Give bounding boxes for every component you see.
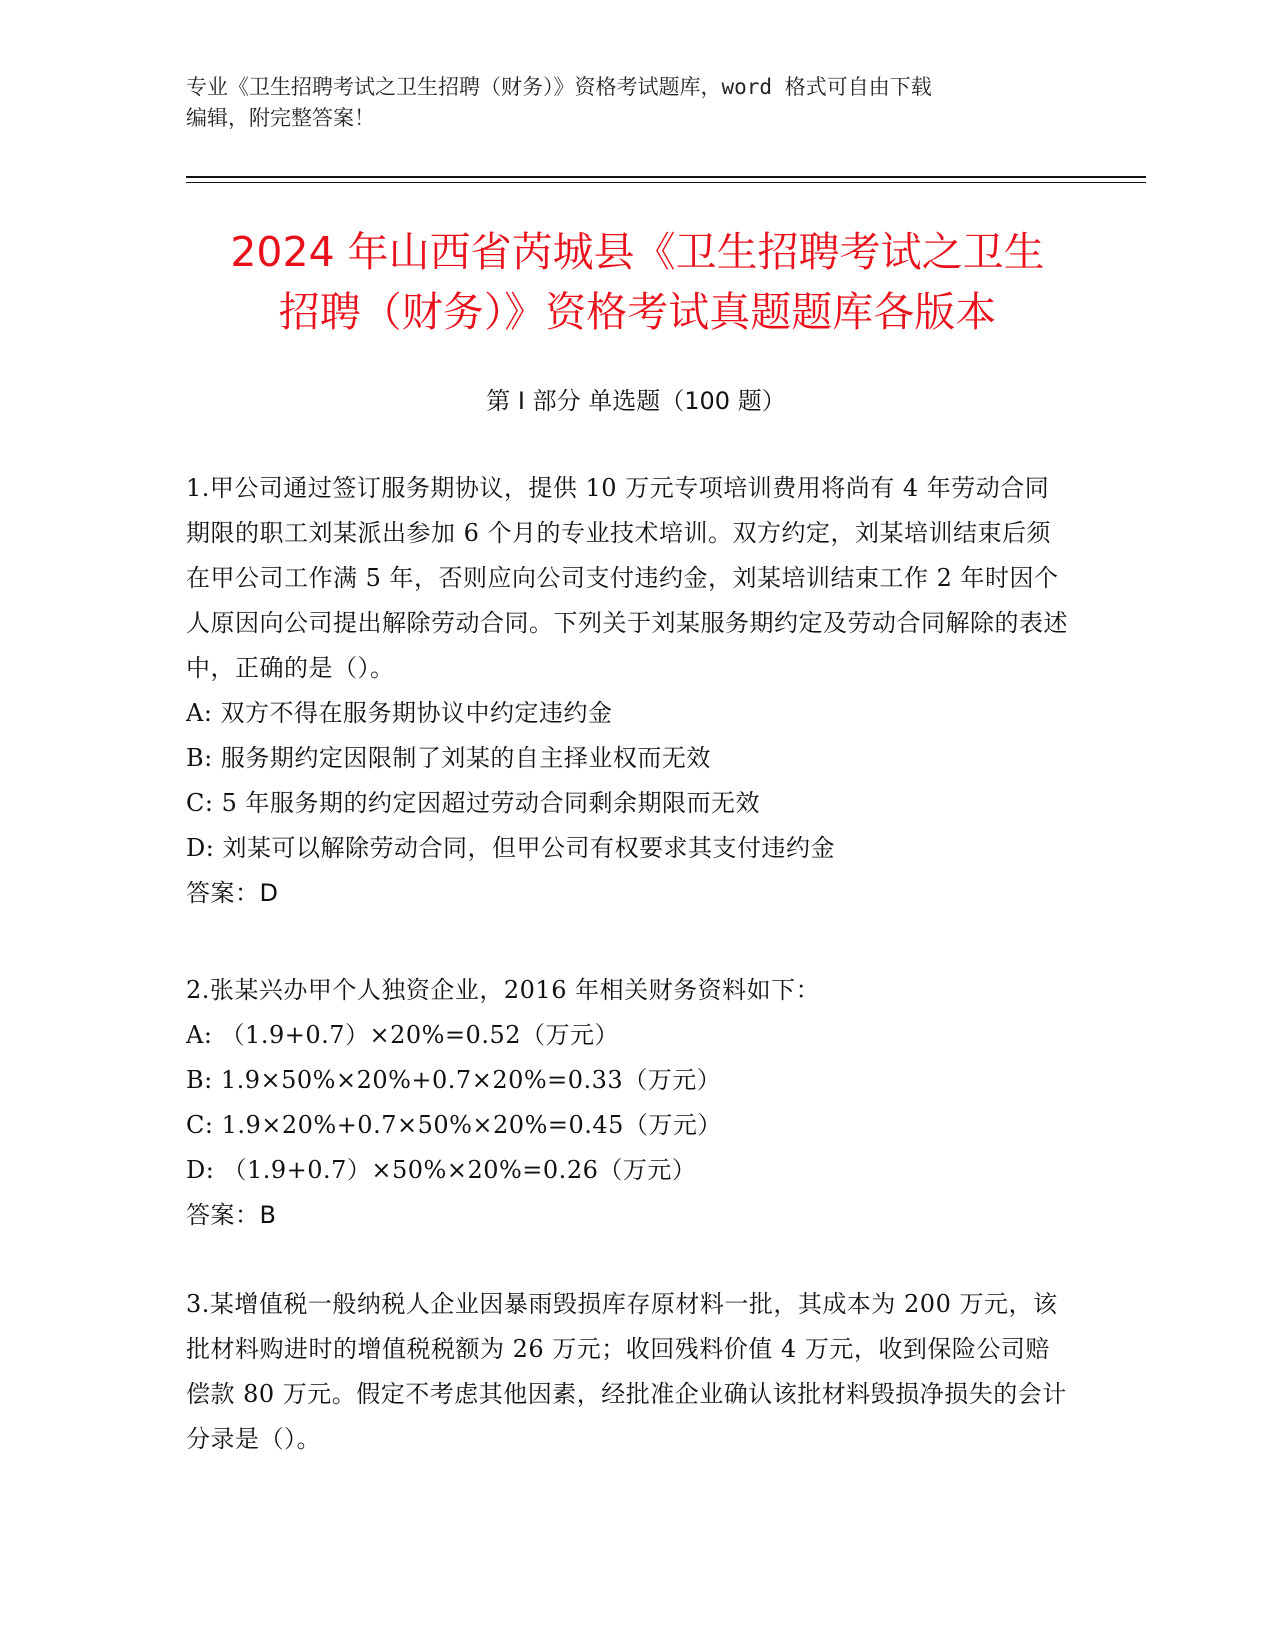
header-divider-thin — [186, 182, 1146, 183]
header-divider-thick — [186, 176, 1146, 178]
document-title-line1: 2024 年山西省芮城县《卫生招聘考试之卫生 — [230, 228, 1045, 276]
header-note-line1: 专业《卫生招聘考试之卫生招聘（财务）》资格考试题库，word 格式可自由下载 — [186, 75, 932, 99]
question-1-answer: 答案：D — [186, 879, 279, 907]
question-2-text: 2.张某兴办甲个人独资企业，2016 年相关财务资料如下： — [186, 976, 821, 1004]
header-note-line2: 编辑，附完整答案！ — [186, 106, 375, 130]
question-1-option-b: B: 服务期约定因限制了刘某的自主择业权而无效 — [186, 744, 711, 772]
question-2-option-b: B: 1.9×50%×20%+0.7×20%=0.33（万元） — [186, 1066, 722, 1094]
section-heading: 第 I 部分 单选题（100 题） — [486, 387, 786, 415]
question-1-option-c: C: 5 年服务期的约定因超过劳动合同剩余期限而无效 — [186, 789, 760, 817]
header-note — [186, 72, 1086, 134]
question-2 — [186, 968, 1071, 1238]
document-title — [140, 222, 1135, 342]
question-1-text: 1.甲公司通过签订服务期协议，提供 10 万元专项培训费用将尚有 4 年劳动合同期限的职工刘某派出参加 6 个月的专业技术培训。双方约定，刘某培训结束后须在甲公司工作满 5 年，否则应向公司支付违约金，刘某培训结束工作 2 年时因个人原因向公司提出解除劳动合同。下列关于刘某服务期约定及劳动合同解除的表述中，正确的是（）。 — [186, 474, 1068, 682]
question-1-option-d: D: 刘某可以解除劳动合同，但甲公司有权要求其支付违约金 — [186, 834, 835, 862]
question-2-answer: 答案：B — [186, 1201, 277, 1229]
question-2-option-d: D: （1.9+0.7）×50%×20%=0.26（万元） — [186, 1156, 697, 1184]
question-1 — [186, 466, 1071, 916]
question-3 — [186, 1282, 1071, 1462]
question-2-option-a: A: （1.9+0.7）×20%=0.52（万元） — [186, 1021, 619, 1049]
question-1-option-a: A: 双方不得在服务期协议中约定违约金 — [186, 699, 613, 727]
question-3-text: 3.某增值税一般纳税人企业因暴雨毁损库存原材料一批，其成本为 200 万元，该批材料购进时的增值税税额为 26 万元；收回残料价值 4 万元，收到保险公司赔偿款 80 万元。假定不考虑其他因素，经批准企业确认该批材料毁损净损失的会计分录是（）。 — [186, 1290, 1067, 1453]
document-title-line2: 招聘（财务）》资格考试真题题库各版本 — [278, 288, 997, 336]
question-2-option-c: C: 1.9×20%+0.7×50%×20%=0.45（万元） — [186, 1111, 722, 1139]
